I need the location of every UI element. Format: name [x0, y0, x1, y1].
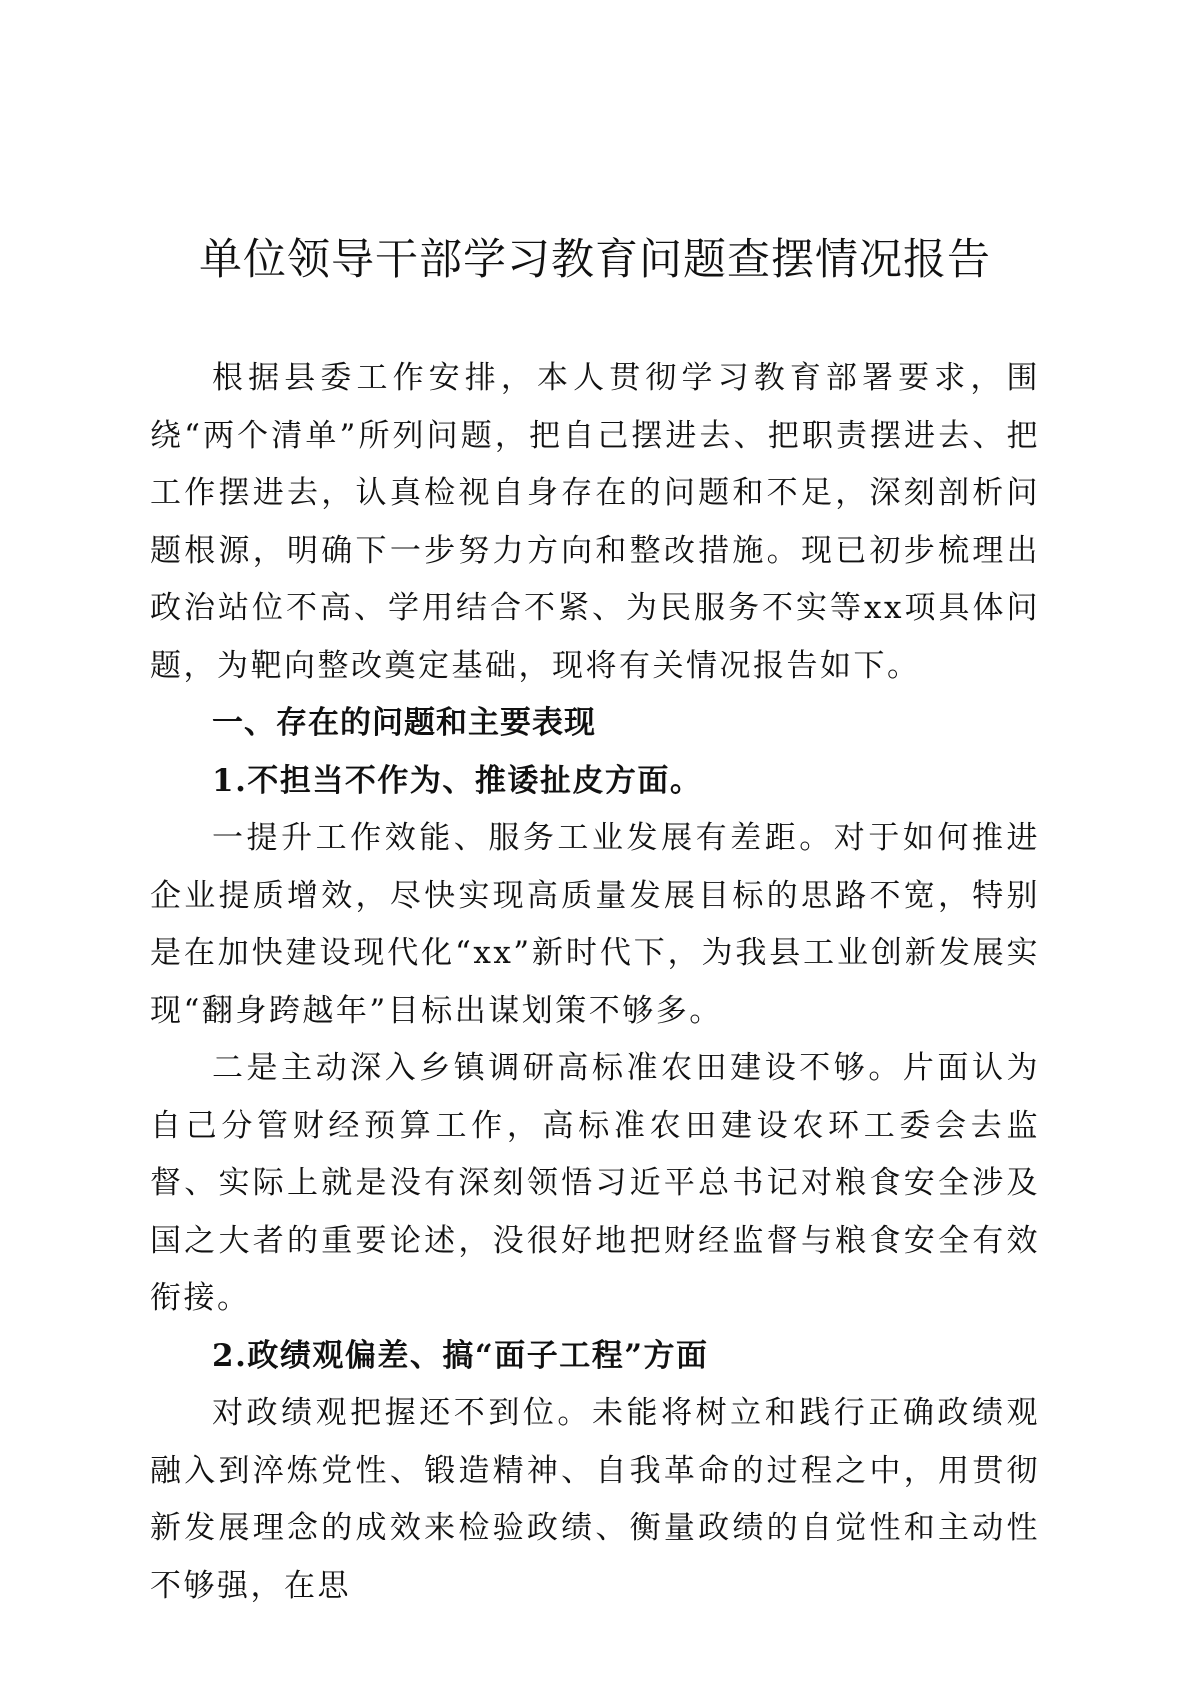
section-heading-problems: 一、存在的问题和主要表现 [212, 705, 596, 741]
item-heading-2: 2.政绩观偏差、搞“面子工程”方面 [212, 1337, 709, 1374]
item-heading-1: 1.不担当不作为、推诿扯皮方面。 [212, 762, 703, 799]
intro-paragraph: 根据县委工作安排，本人贯彻学习教育部署要求，围绕“两个清单”所列问题，把自己摆进去、把职责摆进去、把工作摆进去，认真检视自身存在的问题和不足，深刻剖析问题根源，明确下一步努力方向和整改措施。现已初步梳理出政治站位不高、学用结合不紧、为民服务不实等xx项具体问题，为靶向整改奠定基础，现将有关情况报告如下。 [150, 360, 1040, 684]
item2-paragraph-1: 对政绩观把握还不到位。未能将树立和践行正确政绩观融入到淬炼党性、锻造精神、自我革命的过程之中，用贯彻新发展理念的成效来检验政绩、衡量政绩的自觉性和主动性不够强，在思 [150, 1395, 1040, 1604]
item1-paragraph-2: 二是主动深入乡镇调研高标准农田建设不够。片面认为自己分管财经预算工作，高标准农田建设农环工委会去监督、实际上就是没有深刻领悟习近平总书记对粮食安全涉及国之大者的重要论述，没很好地把财经监督与粮食安全有效衔接。 [150, 1050, 1040, 1316]
item1-paragraph-1: 一提升工作效能、服务工业发展有差距。对于如何推进企业提质增效，尽快实现高质量发展目标的思路不宽，特别是在加快建设现代化“xx”新时代下，为我县工业创新发展实现“翻身跨越年”目标出谋划策不够多。 [150, 820, 1040, 1029]
document-body [150, 350, 1040, 1615]
document-title: 单位领导干部学习教育问题查摆情况报告 [199, 235, 991, 285]
